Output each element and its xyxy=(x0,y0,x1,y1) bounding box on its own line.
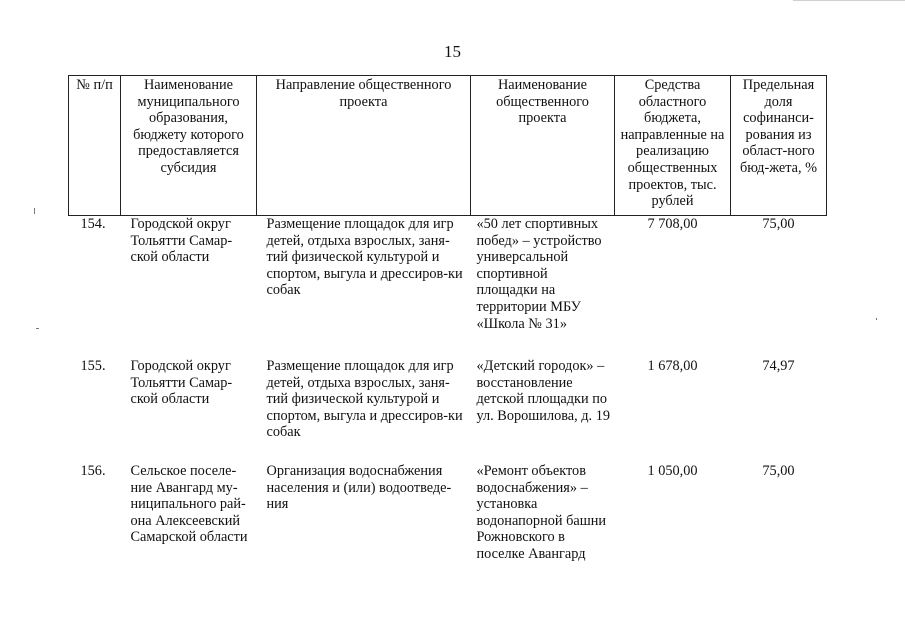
table-row xyxy=(69,358,827,463)
row-number: 156. xyxy=(80,463,106,479)
row-direction: Организация водоснабжения населения и (или) водоотведе-ния xyxy=(266,463,452,513)
row-municipality: Городской округ Тольятти Самар-ской области xyxy=(130,216,233,266)
row-municipality: Сельское поселе-ние Авангард му-ниципального рай-она Алексеевский Самарской области xyxy=(130,463,248,546)
scan-speck xyxy=(36,328,39,329)
row-funds: 1 050,00 xyxy=(647,463,698,479)
row-share: 75,00 xyxy=(762,463,795,479)
top-edge-rule xyxy=(793,0,905,1)
scan-speck xyxy=(876,318,877,320)
row-number: 154. xyxy=(80,216,106,232)
row-project: «50 лет спортивных побед» – устройство универсальной спортивной площадки на территории МБУ «Школа № 31» xyxy=(476,216,602,332)
header-municipality: Наименование муниципального образования, бюджету которого предоставляется субсидия xyxy=(121,76,257,216)
header-funds: Средства областного бюджета, направленные на реализацию общественных проектов, тыс. рублей xyxy=(615,76,731,216)
header-project: Наименование общественного проекта xyxy=(471,76,615,216)
header-number: № п/п xyxy=(69,76,121,216)
row-project: «Детский городок» – восстановление детской площадки по ул. Ворошилова, д. 19 xyxy=(476,358,611,424)
table-row xyxy=(69,463,827,573)
row-funds: 7 708,00 xyxy=(647,216,698,232)
row-project: «Ремонт объектов водоснабжения» – установка водонапорной башни Рожновского в поселке Авангард xyxy=(476,463,607,562)
header-row xyxy=(69,76,827,216)
table-row xyxy=(69,216,827,359)
row-direction: Размещение площадок для игр детей, отдыха взрослых, заня-тий физической культурой и спортом, выгула и дрессиров-ки собак xyxy=(266,216,463,299)
header-share: Предельная доля софинанси-рования из област-ного бюд-жета, % xyxy=(731,76,827,216)
page-number: 15 xyxy=(444,42,461,61)
row-number: 155. xyxy=(80,358,106,374)
row-share: 74,97 xyxy=(762,358,795,374)
row-funds: 1 678,00 xyxy=(647,358,698,374)
row-share: 75,00 xyxy=(762,216,795,232)
subsidy-table xyxy=(68,75,826,573)
row-municipality: Городской округ Тольятти Самар-ской области xyxy=(130,358,233,408)
subsidy-table-grid xyxy=(68,75,827,573)
scan-speck xyxy=(34,208,35,214)
row-direction: Размещение площадок для игр детей, отдыха взрослых, заня-тий физической культурой и спортом, выгула и дрессиров-ки собак xyxy=(266,358,463,441)
header-direction: Направление общественного проекта xyxy=(257,76,471,216)
